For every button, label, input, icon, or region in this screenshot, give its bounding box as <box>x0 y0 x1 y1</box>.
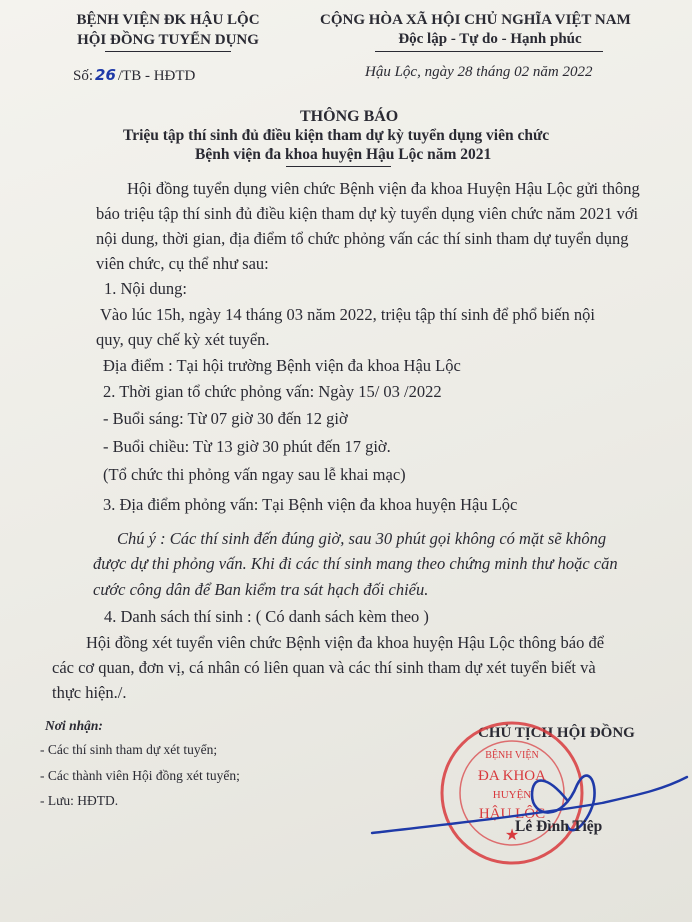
intro-line-4: viên chức, cụ thể như sau: <box>96 254 269 273</box>
section3-heading: 3. Địa điểm phỏng vấn: Tại Bệnh viện đa khoa huyện Hậu Lộc <box>103 495 518 514</box>
section4-heading: 4. Danh sách thí sinh : ( Có danh sách kèm theo ) <box>104 607 429 626</box>
attention-line3: cước công dân để Ban kiểm tra sát hạch đối chiếu. <box>93 580 429 599</box>
stamp-line3: HUYỆN <box>492 789 532 801</box>
notice-subtitle-line2: Bệnh viện đa khoa huyện Hậu Lộc năm 2021 <box>195 146 492 163</box>
signer-name: Lê Đình Tiệp <box>515 818 603 835</box>
section1-heading: 1. Nội dung: <box>104 279 187 298</box>
notice-subtitle-line1: Triệu tập thí sinh đủ điều kiện tham dự kỳ tuyển dụng viên chức <box>123 127 550 144</box>
doc-number <box>73 66 195 85</box>
recipients-label: Nơi nhận: <box>45 718 103 733</box>
attention-line1: Chú ý : Các thí sinh đến đúng giờ, sau 30 phút gọi không có mặt sẽ không <box>117 529 607 548</box>
stamp-line2: ĐA KHOA <box>478 768 546 784</box>
stamp-star: ★ <box>504 827 520 844</box>
section2-heading: 2. Thời gian tổ chức phỏng vấn: Ngày 15/ 03 /2022 <box>103 382 442 401</box>
doc-number-suffix: /TB - HĐTD <box>117 68 196 84</box>
intro-line-3: nội dung, thời gian, địa điểm tổ chức phỏng vấn các thí sinh tham dự tuyển dụng <box>96 229 629 248</box>
section2-morning: - Buổi sáng: Từ 07 giờ 30 đến 12 giờ <box>103 409 348 428</box>
org-underline <box>105 51 231 52</box>
intro-line-1: Hội đồng tuyển dụng viên chức Bệnh viện đa khoa Huyện Hậu Lộc gửi thông <box>127 179 640 198</box>
recipient-item-1: - Các thí sinh tham dự xét tuyển; <box>40 742 218 757</box>
subtitle-underline <box>286 166 391 167</box>
intro-line-2: báo triệu tập thí sinh đủ điều kiện tham dự kỳ tuyển dụng viên chức năm 2021 với <box>96 204 639 223</box>
doc-number-handwritten: 26 <box>95 66 116 84</box>
attention-line2: được dự thi phỏng vấn. Khi đi các thí sinh mang theo chứng minh thư hoặc căn <box>93 554 618 573</box>
recipient-item-2: - Các thành viên Hội đồng xét tuyển; <box>40 768 240 783</box>
signature-title: CHỦ TỊCH HỘI ĐỒNG <box>478 725 635 741</box>
stamp-line1: BỆNH VIỆN <box>485 750 539 761</box>
nation-title: CỘNG HÒA XÃ HỘI CHỦ NGHĨA VIỆT NAM <box>320 12 631 28</box>
section2-afternoon: - Buổi chiều: Từ 13 giờ 30 phút đến 17 giờ. <box>103 437 391 456</box>
nation-motto: Độc lập - Tự do - Hạnh phúc <box>398 31 582 47</box>
doc-number-prefix: Số: <box>73 68 94 84</box>
section1-location: Địa điểm : Tại hội trường Bệnh viện đa khoa Hậu Lộc <box>103 356 461 375</box>
closing-line3: thực hiện./. <box>52 683 127 702</box>
stamp-line4: HẬU LỘC <box>478 806 546 822</box>
place-date: Hậu Lộc, ngày 28 tháng 02 năm 2022 <box>365 64 593 80</box>
org-name: BỆNH VIỆN ĐK HẬU LỘC <box>76 12 260 28</box>
section1-line1: Vào lúc 15h, ngày 14 tháng 03 năm 2022, triệu tập thí sinh để phổ biến nội <box>100 305 595 324</box>
notice-heading: THÔNG BÁO <box>300 108 399 125</box>
closing-line1: Hội đồng xét tuyển viên chức Bệnh viện đa khoa huyện Hậu Lộc thông báo để <box>86 633 605 652</box>
section1-line2: quy, quy chế kỳ xét tuyển. <box>96 330 270 349</box>
signature-scribble <box>362 745 692 855</box>
recipient-item-3: - Lưu: HĐTD. <box>40 793 119 808</box>
motto-underline <box>375 51 603 52</box>
org-committee: HỘI ĐỒNG TUYỂN DỤNG <box>77 32 259 48</box>
section2-note: (Tổ chức thi phỏng vấn ngay sau lễ khai mạc) <box>103 465 406 484</box>
closing-line2: các cơ quan, đơn vị, cá nhân có liên quan và các thí sinh tham dự xét tuyển biết và <box>52 658 596 677</box>
